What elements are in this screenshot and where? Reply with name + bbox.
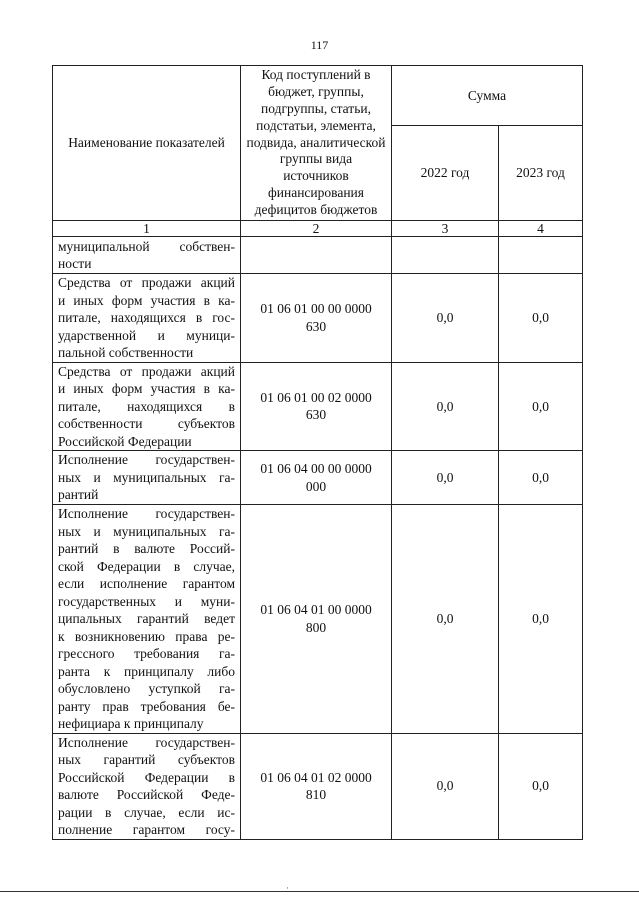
row-name-cell (53, 237, 241, 274)
row-code-line: 01 06 01 00 02 0000 (260, 389, 372, 405)
row-name-line: ударственной и муници- (58, 327, 235, 343)
row-name-line: и иных форм участия в ка- (58, 292, 235, 308)
header-sum-label: Сумма (467, 87, 507, 103)
row-name-line: рантий в валюте Россий- (58, 541, 235, 556)
row-name-cell (53, 505, 241, 734)
row-code-cell (241, 505, 392, 734)
header-2023-cell (499, 126, 583, 221)
row-name-line: нефициара к принципалу (58, 716, 204, 731)
row-name-line: обусловлено уступкой га- (58, 681, 235, 696)
row-code-line: 01 06 01 00 00 0000 (260, 301, 372, 317)
row-value-2022: 0,0 (392, 505, 499, 734)
row-code-cell (241, 237, 392, 274)
row-value-2023 (499, 237, 583, 274)
row-name-line: к возникновению права ре- (58, 628, 235, 644)
row-value-2022 (392, 237, 499, 274)
row-name-line: собственности субъектов (58, 416, 235, 431)
row-code-line: 01 06 04 01 00 0000 (260, 602, 372, 618)
row-name-line: Российской Федерации в (58, 769, 235, 785)
header-code-label: Код поступлений в бюджет, группы, подгруппы, статьи, подстатьи, элемента, подвида, аналитической группы вида источников финансирования дефицитов бюджетов (246, 67, 386, 217)
row-name-line: валюте Российской Феде- (58, 787, 235, 802)
page-number: 117 (310, 38, 329, 52)
row-name-line: муниципальной собствен- (58, 238, 235, 254)
row-name-line: Российской Федерации (58, 433, 192, 449)
row-value-2022: 0,0 (392, 362, 499, 451)
row-code-line: 630 (305, 318, 327, 334)
table-row (53, 451, 583, 505)
table-row (53, 733, 583, 839)
table-row (53, 362, 583, 451)
row-name-line: ных гарантий субъектов (58, 752, 235, 767)
column-number: 2 (241, 221, 392, 237)
row-value-2023: 0,0 (499, 505, 583, 734)
row-code-cell (241, 733, 392, 839)
column-number: 4 (499, 221, 583, 237)
row-name-line: рантий (58, 487, 99, 503)
header-2022-cell (392, 126, 499, 221)
row-name-line: государственных и муни- (58, 593, 235, 609)
row-code-cell (241, 451, 392, 505)
row-name-cell (53, 362, 241, 451)
row-name-cell (53, 451, 241, 505)
header-2022-label: 2022 год (420, 165, 470, 181)
row-name-line: рации в случае, если ис- (58, 804, 235, 820)
page-bottom-line (0, 891, 639, 892)
row-code-cell (241, 362, 392, 451)
row-name-line: полнение гарантом госу- (58, 822, 235, 837)
row-code-cell (241, 274, 392, 363)
header-2023-label: 2023 год (516, 165, 565, 181)
row-name-line: Исполнение государствен- (58, 506, 235, 521)
header-name-label: Наименование показателей (68, 135, 225, 151)
row-name-line: если исполнение гарантом (58, 576, 235, 591)
row-value-2023: 0,0 (499, 274, 583, 363)
header-code-cell (241, 66, 392, 221)
row-name-line: ности (58, 256, 92, 271)
row-name-line: Средства от продажи акций (58, 363, 235, 379)
row-name-line: ных и муниципальных га- (58, 469, 235, 485)
row-name-line: ципальных гарантий ведет (58, 611, 235, 626)
row-name-line: пальной собственности (58, 345, 194, 360)
row-name-line: Исполнение государствен- (58, 452, 235, 468)
row-value-2022: 0,0 (392, 451, 499, 505)
row-name-line: Средства от продажи акций (58, 275, 235, 290)
row-name-line: и иных форм участия в ка- (58, 381, 235, 396)
row-code-line: 01 06 04 01 02 0000 (260, 769, 372, 785)
row-name-line: питале, находящихся в гос- (58, 310, 235, 325)
row-code-line: 01 06 04 00 00 0000 (260, 461, 372, 476)
table-row (53, 237, 583, 274)
row-name-line: ранта к принципалу либо (58, 663, 235, 679)
table-row (53, 505, 583, 734)
column-number-row (53, 221, 583, 237)
column-number: 1 (53, 221, 241, 237)
sources-table (52, 65, 583, 840)
row-name-line: питале, находящихся в (58, 398, 235, 414)
row-code-line: 630 (305, 407, 327, 423)
row-code-line: 000 (305, 478, 327, 494)
row-name-line: ской Федерации в случае, (58, 558, 235, 574)
row-value-2023: 0,0 (499, 362, 583, 451)
row-name-line: ных и муниципальных га- (58, 523, 235, 539)
row-name-line: ранту прав требования бе- (58, 698, 235, 714)
row-name-line: грессного требования га- (58, 646, 235, 661)
row-name-cell (53, 274, 241, 363)
row-value-2022: 0,0 (392, 274, 499, 363)
scan-dot: · (286, 883, 289, 893)
row-value-2022: 0,0 (392, 733, 499, 839)
column-number: 3 (392, 221, 499, 237)
row-name-line: Исполнение государствен- (58, 734, 235, 750)
header-name-cell (53, 66, 241, 221)
row-name-cell (53, 733, 241, 839)
row-code-line: 810 (305, 787, 327, 802)
table-row (53, 274, 583, 363)
row-code-line: 800 (305, 619, 327, 635)
row-value-2023: 0,0 (499, 451, 583, 505)
header-sum-cell (392, 66, 583, 126)
row-value-2023: 0,0 (499, 733, 583, 839)
